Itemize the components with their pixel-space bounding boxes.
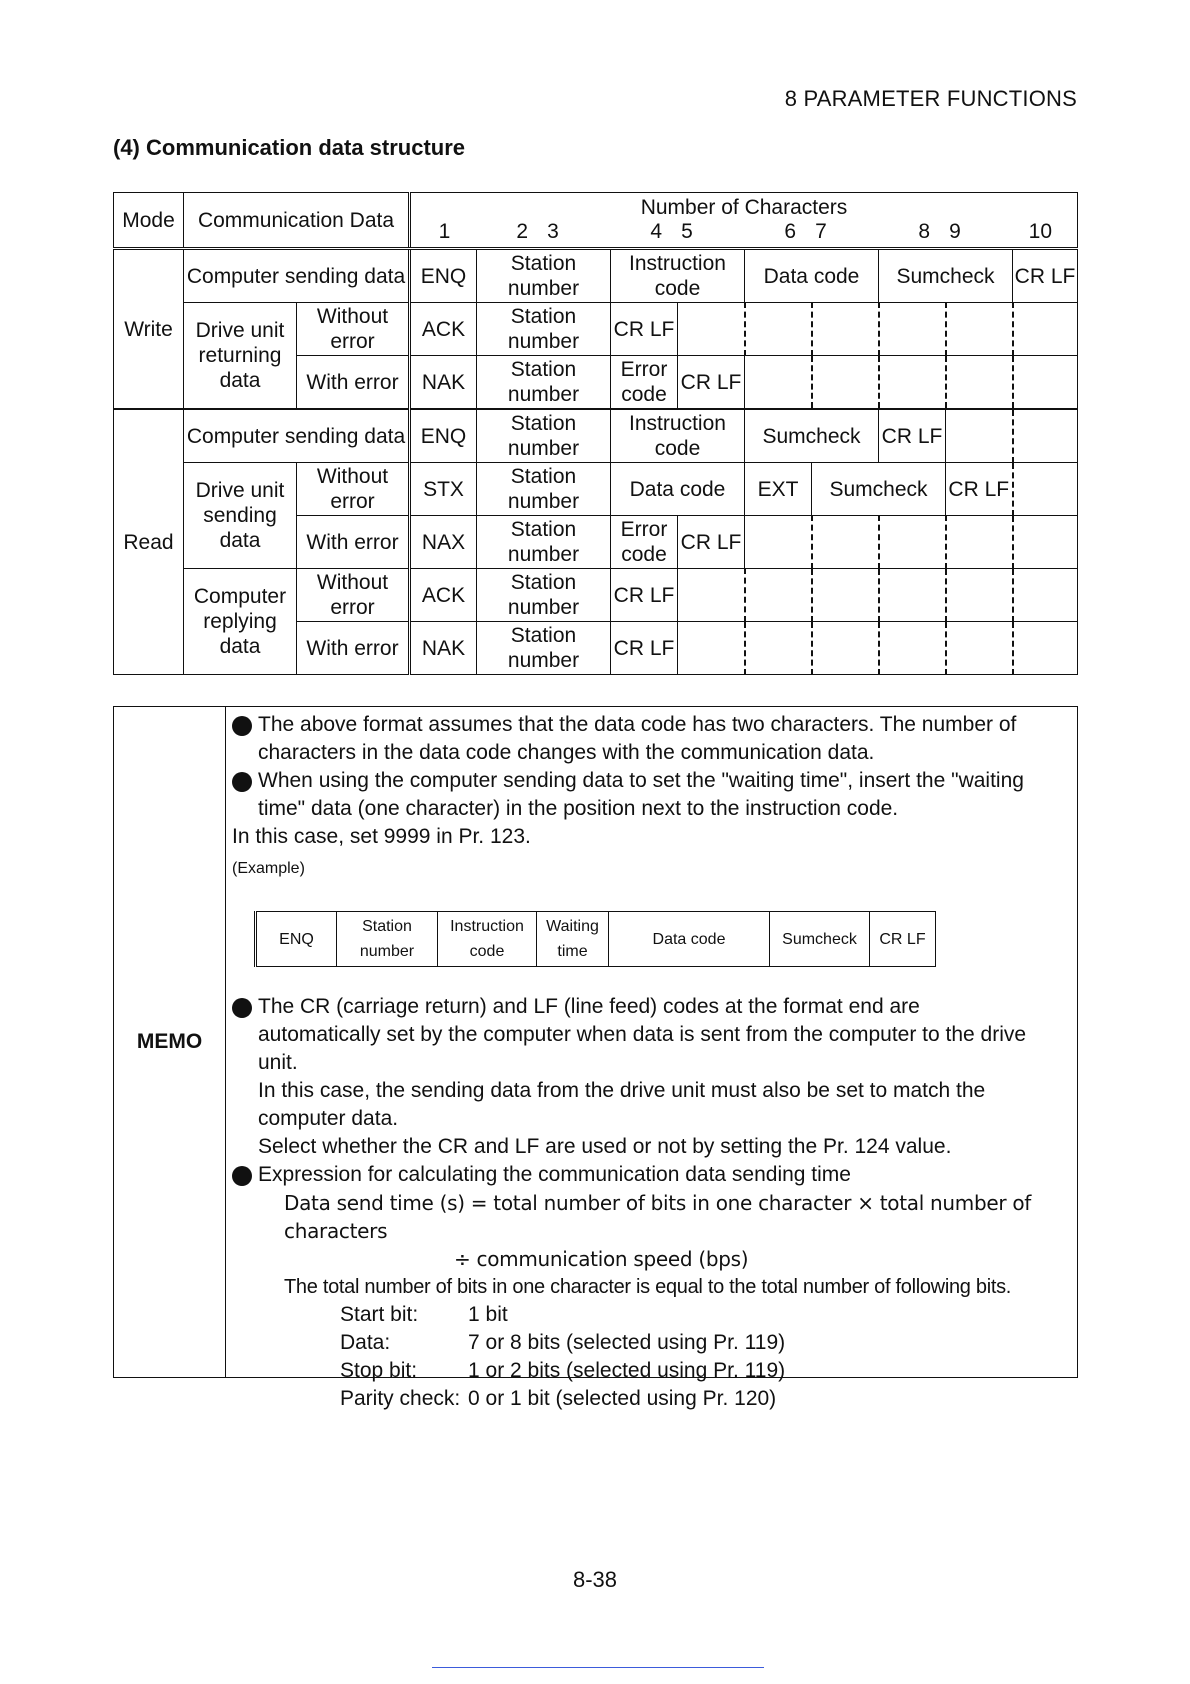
header-communication-data: Communication Data <box>184 193 410 249</box>
cell-station-number: Station number <box>477 303 611 356</box>
header-number-of-characters <box>410 193 1078 249</box>
bits-value: 1 bit <box>468 1303 508 1326</box>
cell-sumcheck: Sumcheck <box>812 463 946 516</box>
char-num: 6 <box>784 220 796 243</box>
example-cell-station-number: Station number <box>337 912 438 967</box>
read-with-error-label: With error <box>297 516 410 569</box>
char-num: 4 <box>650 220 662 243</box>
cell-empty <box>812 569 879 622</box>
mode-read: Read <box>114 409 184 675</box>
formula-line-2: ÷ communication speed (bps) <box>454 1247 749 1271</box>
table-row <box>114 303 1078 356</box>
memo-text: characters in the data code changes with the communication data. <box>258 741 875 764</box>
cell-empty <box>745 569 812 622</box>
cell-empty <box>1013 463 1078 516</box>
cell-ext: EXT <box>745 463 812 516</box>
cell-empty <box>1013 569 1078 622</box>
example-cell-data-code: Data code <box>609 912 770 967</box>
table-row <box>114 463 1078 516</box>
table-row <box>114 569 1078 622</box>
cell-enq: ENQ <box>410 249 477 303</box>
memo-body <box>232 711 1073 1413</box>
memo-label: MEMO <box>114 707 226 1377</box>
footer-rule <box>432 1667 764 1668</box>
cell-nak: NAK <box>410 622 477 675</box>
bits-value: 1 or 2 bits (selected using Pr. 119) <box>468 1359 786 1382</box>
memo-bullet-2 <box>232 767 1073 823</box>
cell-instruction-code: Instruction code <box>611 409 745 463</box>
char-num: 3 <box>547 220 559 243</box>
formula-line-3: The total number of bits in one character is equal to the total number of following bits. <box>284 1276 1012 1298</box>
cell-empty <box>879 356 946 410</box>
cell-empty <box>812 516 879 569</box>
mode-write: Write <box>114 249 184 410</box>
example-cell-enq: ENQ <box>256 912 337 967</box>
cell-station-number: Station number <box>477 622 611 675</box>
bits-value: 0 or 1 bit (selected using Pr. 120) <box>468 1387 777 1410</box>
memo-text: time" data (one character) in the position next to the instruction code. <box>258 797 899 820</box>
char-num: 8 <box>918 220 930 243</box>
cell-empty <box>812 303 879 356</box>
number-of-characters-title: Number of Characters <box>640 196 848 219</box>
bits-row <box>232 1357 1073 1385</box>
cell-cr-lf: CR LF <box>611 569 678 622</box>
memo-bullet-3 <box>232 993 1073 1161</box>
example-cell-sumcheck: Sumcheck <box>770 912 870 967</box>
cell-ack: ACK <box>410 303 477 356</box>
cell-empty <box>946 409 1013 463</box>
cell-empty <box>1013 356 1078 410</box>
memo-text: computer data. <box>258 1107 399 1130</box>
example-cell-instruction-code: Instruction code <box>438 912 537 967</box>
cell-station-number: Station number <box>477 463 611 516</box>
cell-empty <box>879 622 946 675</box>
bits-row <box>232 1329 1073 1357</box>
cell-sumcheck: Sumcheck <box>745 409 879 463</box>
cell-empty <box>812 622 879 675</box>
memo-text: automatically set by the computer when data is sent from the computer to the drive <box>258 1023 1027 1046</box>
cell-empty <box>745 356 812 410</box>
memo-text: In this case, the sending data from the drive unit must also be set to match the <box>258 1079 986 1102</box>
table-row <box>114 409 1078 463</box>
bullet-dot-icon <box>232 772 252 792</box>
bullet-dot-icon <box>232 716 252 736</box>
cell-cr-lf: CR LF <box>678 356 745 410</box>
memo-text: Select whether the CR and LF are used or not by setting the Pr. 124 value. <box>258 1135 952 1158</box>
bullet-dot-icon <box>232 1166 252 1186</box>
cell-empty <box>745 303 812 356</box>
bullet-dot-icon <box>232 998 252 1018</box>
cell-empty <box>745 622 812 675</box>
cell-cr-lf: CR LF <box>879 409 946 463</box>
cell-cr-lf: CR LF <box>611 303 678 356</box>
cell-cr-lf: CR LF <box>1013 249 1078 303</box>
cell-station-number: Station number <box>477 569 611 622</box>
cell-ack: ACK <box>410 569 477 622</box>
write-with-error-label: With error <box>297 356 410 410</box>
section-title: (4) Communication data structure <box>113 135 466 160</box>
cell-stx: STX <box>410 463 477 516</box>
char-num: 7 <box>815 220 827 243</box>
cell-cr-lf: CR LF <box>611 622 678 675</box>
memo-bullet-1 <box>232 711 1073 767</box>
memo-text: The above format assumes that the data code has two characters. The number of <box>258 713 1017 736</box>
memo-text: Expression for calculating the communication data sending time <box>258 1163 851 1186</box>
cell-nax: NAX <box>410 516 477 569</box>
memo-text: In this case, set 9999 in Pr. 123. <box>232 825 531 848</box>
example-cell-waiting-time: Waiting time <box>537 912 609 967</box>
cell-data-code: Data code <box>745 249 879 303</box>
cell-empty <box>678 569 745 622</box>
cell-data-code: Data code <box>611 463 745 516</box>
cell-empty <box>1013 622 1078 675</box>
cell-error-code: Error code <box>611 356 678 410</box>
bits-row <box>232 1301 1073 1329</box>
bits-key: Parity check: <box>340 1387 461 1410</box>
write-computer-sending-label: Computer sending data <box>184 249 410 303</box>
cell-station-number: Station number <box>477 356 611 410</box>
table-row <box>114 249 1078 303</box>
cell-empty <box>879 303 946 356</box>
bits-key: Stop bit: <box>340 1359 418 1382</box>
bits-key: Data: <box>340 1331 391 1354</box>
write-drive-returning-label: Drive unit returning data <box>184 303 297 410</box>
cell-empty <box>879 516 946 569</box>
cell-sumcheck: Sumcheck <box>879 249 1013 303</box>
page-number: 8-38 <box>572 1567 618 1592</box>
char-number-row <box>411 220 1077 244</box>
cell-empty <box>812 356 879 410</box>
write-without-error-label: Without error <box>297 303 410 356</box>
cell-station-number: Station number <box>477 516 611 569</box>
cell-empty <box>946 569 1013 622</box>
formula-line-1: Data send time (s) = total number of bits in one character × total number of characters <box>284 1191 1032 1243</box>
cell-cr-lf: CR LF <box>946 463 1013 516</box>
read-reply-with-error-label: With error <box>297 622 410 675</box>
header-mode: Mode <box>114 193 184 249</box>
read-reply-without-error-label: Without error <box>297 569 410 622</box>
char-num: 5 <box>681 220 693 243</box>
communication-data-table <box>113 192 1078 675</box>
cell-empty <box>946 356 1013 410</box>
cell-empty <box>745 516 812 569</box>
memo-bullet-4 <box>232 1161 1073 1189</box>
read-without-error-label: Without error <box>297 463 410 516</box>
table-row <box>256 912 936 967</box>
example-label: (Example) <box>232 860 305 877</box>
memo-text: The CR (carriage return) and LF (line feed) codes at the format end are <box>258 995 920 1018</box>
cell-enq: ENQ <box>410 409 477 463</box>
cell-instruction-code: Instruction code <box>611 249 745 303</box>
char-num: 2 <box>516 220 528 243</box>
char-num: 10 <box>1028 220 1052 243</box>
bits-key: Start bit: <box>340 1303 419 1326</box>
cell-empty <box>946 516 1013 569</box>
memo-box <box>113 706 1078 1410</box>
cell-empty <box>678 303 745 356</box>
memo-text: unit. <box>258 1051 298 1074</box>
cell-empty <box>1013 516 1078 569</box>
table-header-row <box>114 193 1078 249</box>
cell-cr-lf: CR LF <box>678 516 745 569</box>
char-num: 1 <box>438 220 451 243</box>
bits-row <box>232 1385 1073 1413</box>
cell-station-number: Station number <box>477 409 611 463</box>
cell-empty <box>678 622 745 675</box>
cell-empty <box>879 569 946 622</box>
cell-empty <box>946 303 1013 356</box>
char-num: 9 <box>949 220 961 243</box>
read-computer-sending-label: Computer sending data <box>184 409 410 463</box>
read-drive-sending-label: Drive unit sending data <box>184 463 297 569</box>
cell-empty <box>946 622 1013 675</box>
cell-nak: NAK <box>410 356 477 410</box>
example-format-table <box>254 911 936 967</box>
cell-empty <box>1013 303 1078 356</box>
example-cell-cr-lf: CR LF <box>870 912 936 967</box>
chapter-header: 8 PARAMETER FUNCTIONS <box>784 86 1077 111</box>
cell-station-number: Station number <box>477 249 611 303</box>
memo-text: When using the computer sending data to set the "waiting time", insert the "waiting <box>258 769 1024 792</box>
bits-value: 7 or 8 bits (selected using Pr. 119) <box>468 1331 786 1354</box>
cell-empty <box>1013 409 1078 463</box>
read-computer-replying-label: Computer replying data <box>184 569 297 675</box>
cell-error-code: Error code <box>611 516 678 569</box>
